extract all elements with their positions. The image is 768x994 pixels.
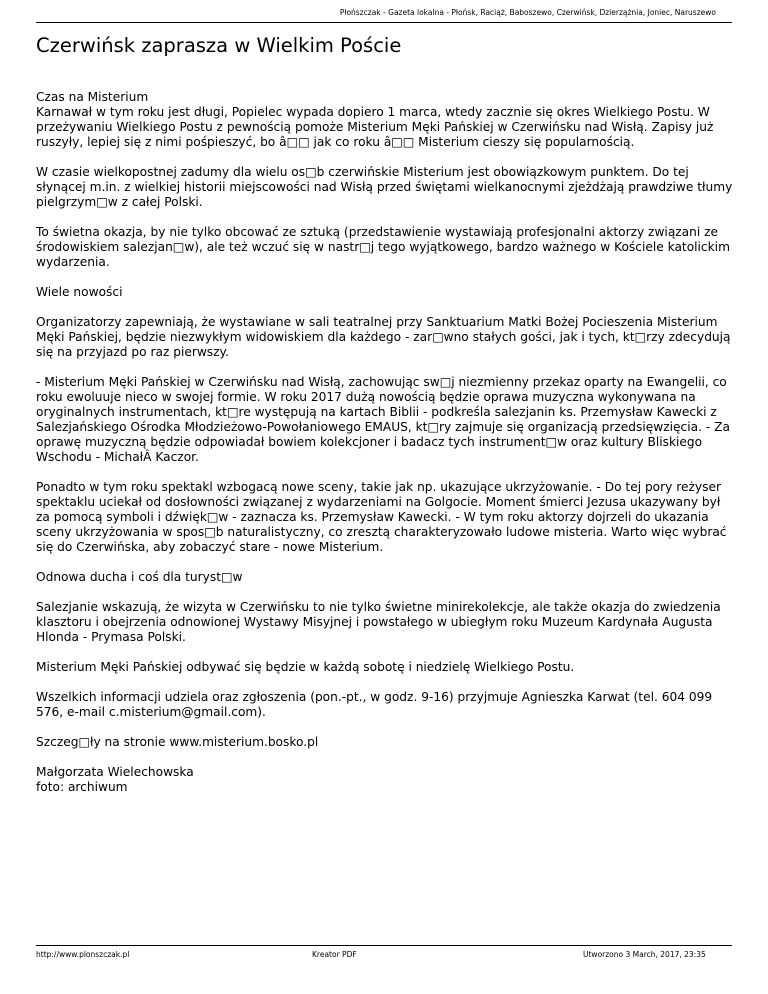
article-paragraph: Organizatorzy zapewniają, że wystawiane w sali teatralnej przy Sanktuarium Matki Bożej Pocieszenia Misterium Męki Pańskiej, będzie niezwykłym widowiskiem dla każdego - zar□wno stałych gości, jak i tych, kt□rzy zdecydują się na przyjazd po raz pierwszy. (36, 315, 731, 359)
article-paragraph: To świetna okazja, by nie tylko obcować ze sztuką (przedstawienie wystawiają profesjonalni aktorzy związani ze środowiskiem salezjan□w), ale też wczuć się w nastr□j tego wyjątkowego, bardzo ważnego w Kościele katolickim wydarzenia. (36, 225, 730, 269)
article-title: Czerwińsk zaprasza w Wielkim Poście (36, 34, 402, 57)
section-heading: Wiele nowości (36, 285, 123, 299)
footer-url: http://www.plonszczak.pl (36, 950, 130, 959)
header-divider (36, 22, 732, 23)
footer-generator: Kreator PDF (312, 950, 357, 959)
article-paragraph: W czasie wielkopostnej zadumy dla wielu os□b czerwińskie Misterium jest obowiązkowym punktem. Do tej słynącej m.in. z wielkiej historii miejscowości nad Wisłą przed świętami wielkanocnymi zjeżdżają prawdziwe tłumy pielgrzym□w z całej Polski. (36, 165, 733, 209)
author-credit: Małgorzata Wielechowska foto: archiwum (36, 765, 194, 794)
article-paragraph: Misterium Męki Pańskiej odbywać się będzie w każdą sobotę i niedzielę Wielkiego Postu. (36, 660, 575, 674)
article-paragraph: Wszelkich informacji udziela oraz zgłoszenia (pon.-pt., w godz. 9-16) przyjmuje Agnieszka Karwat (tel. 604 099 576, e-mail c.misterium@gmail.com). (36, 690, 713, 719)
article-paragraph: Szczeg□ły na stronie www.misterium.bosko.pl (36, 735, 319, 749)
page-header: Płońszczak - Gazeta lokalna - Płońsk, Raciąż, Baboszewo, Czerwińsk, Dzierzążnia, Joniec, Naruszewo (339, 8, 716, 17)
article-paragraph: Salezjanie wskazują, że wizyta w Czerwińsku to nie tylko świetne minirekolekcje, ale także okazja do zwiedzenia klasztoru i obejrzenia odnowionej Wystawy Misyjnej i powstałego w ubiegłym roku Muzeum Kardynała Augusta Hlonda - Prymasa Polski. (36, 600, 721, 644)
article-paragraph: Ponadto w tym roku spektakl wzbogacą nowe sceny, takie jak np. ukazujące ukrzyżowanie. - Do tej pory reżyser spektaklu uciekał od dosłowności związanej z wydarzeniami na Golgocie. Moment śmierci Jezusa ukazywany był za pomocą symboli i dźwięk□w - zaznacza ks. Przemysław Kawecki. - W tym roku aktorzy dojrzeli do ukazania sceny ukrzyżowania w spos□b naturalistyczny, co zresztą charakteryzowało ludowe misteria. Warto więc wybrać się do Czerwińska, aby zobaczyć stare - nowe Misterium. (36, 480, 727, 554)
article-paragraph: - Misterium Męki Pańskiej w Czerwińsku nad Wisłą, zachowując sw□j niezmienny przekaz oparty na Ewangelii, co roku ewoluuje nieco w swojej formie. W roku 2017 dużą nowością będzie oprawa muzyczna wykonywana na oryginalnych instrumentach, kt□re występują na kartach Biblii - podkreśla salezjanin ks. Przemysław Kawecki z Salezjańskiego Ośrodka Młodzieżowo-Powołaniowego EMAUS, kt□ry zajmuje się organizacją przedsięwzięcia. - Za oprawę muzyczną będzie odpowiadał bowiem kolekcjoner i badacz tych instrument□w oraz kultury Bliskiego Wschodu - MichałÂ Kaczor. (36, 375, 730, 464)
section-heading: Odnowa ducha i coś dla turyst□w (36, 570, 243, 584)
footer-divider (36, 945, 732, 946)
footer-created-date: Utworzono 3 March, 2017, 23:35 (583, 950, 706, 959)
article-body (36, 90, 736, 810)
article-paragraph: Czas na Misterium Karnawał w tym roku jest długi, Popielec wypada dopiero 1 marca, wtedy zacznie się okres Wielkiego Postu. W przeżywaniu Wielkiego Postu z pewnością pomoże Misterium Męki Pańskiej w Czerwińsku nad Wisłą. Zapisy już ruszyły, lepiej się z nimi pośpieszyć, bo â□□ jak co roku â□□ Misterium cieszy się popularnością. (36, 90, 714, 149)
